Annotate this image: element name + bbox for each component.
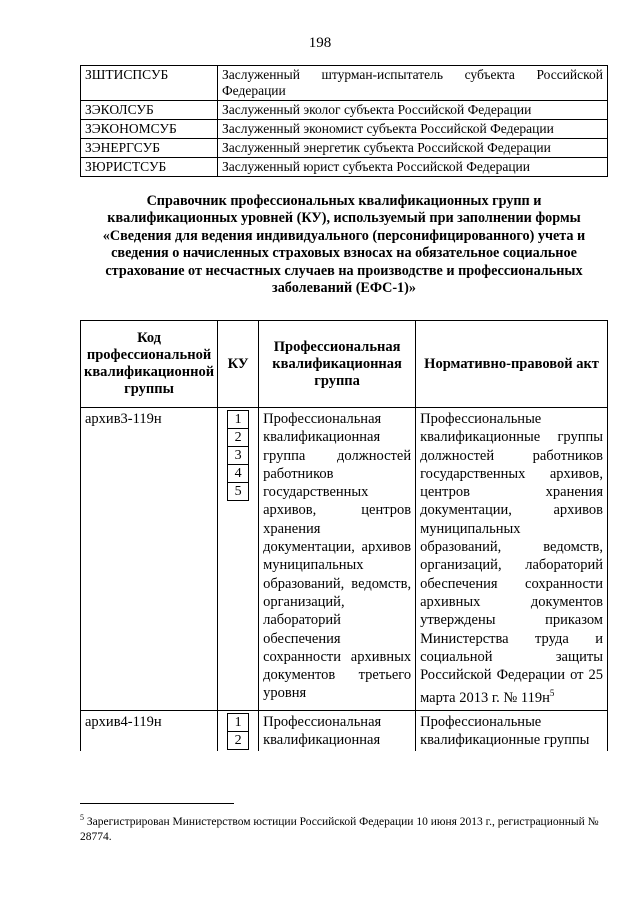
group-name: Профессиональная квалификационная группа должностей работников государственных архивов, центров хранения документации, архивов муниципальных образований, ведомств, организаций, лабораторий обеспечения сохранности архивных документов третьего уровня [259, 408, 416, 711]
ku-level: 1 [227, 713, 249, 732]
award-code: ЗЮРИСТСУБ [81, 158, 218, 177]
award-code: ЗЭНЕРГСУБ [81, 139, 218, 158]
footnote-text: Зарегистрирован Министерством юстиции Российской Федерации 10 июня 2013 г., регистрационный № 28774. [80, 815, 599, 843]
table-header-row [81, 321, 608, 408]
table-row [81, 66, 608, 101]
group-code: архив3-119н [81, 408, 218, 711]
award-title: Заслуженный энергетик субъекта Российской Федерации [218, 139, 608, 158]
ku-level: 3 [227, 447, 249, 465]
table-row [81, 158, 608, 177]
award-title: Заслуженный экономист субъекта Российской Федерации [218, 120, 608, 139]
award-title: Заслуженный эколог субъекта Российской Федерации [218, 101, 608, 120]
section-title: Справочник профессиональных квалификационных групп и квалификационных уровней (КУ), используемый при заполнении формы «Сведения для ведения индивидуального (персонифицированного) учета и сведения о начисленных страховых взносах на обязательное социальное страхование от несчастных случаев на производстве и профессиональных заболеваний (ЕФС-1)» [102, 193, 586, 297]
ku-level: 5 [227, 483, 249, 501]
header-group: Профессиональная квалификационная группа [259, 321, 416, 408]
qualification-groups-table [80, 320, 608, 751]
page-number: 198 [308, 35, 332, 51]
award-title: Заслуженный юрист субъекта Российской Федерации [218, 158, 608, 177]
header-code: Код профессиональной квалификационной группы [81, 321, 218, 408]
footnote-divider [80, 803, 234, 804]
legal-act-text: Профессиональные квалификационные группы должностей работников государственных архивов, центров хранения документации, архивов муниципальных образований, ведомств, организаций, лабораторий обеспечения сохранности архивных документов утверждены приказом Министерства труда и социальной защиты Российской Федерации от 25 марта 2013 г. № 119н [420, 411, 603, 707]
ku-level: 1 [227, 410, 249, 429]
ku-list [227, 410, 249, 501]
ku-level: 4 [227, 465, 249, 483]
table-row [81, 710, 608, 751]
ku-level: 2 [227, 732, 249, 750]
footnote-mark: 5 [549, 688, 555, 699]
ku-cell [218, 408, 259, 711]
ku-level: 2 [227, 429, 249, 447]
table-row [81, 101, 608, 120]
table-row [81, 408, 608, 711]
ku-cell [218, 710, 259, 751]
header-ku: КУ [218, 321, 259, 408]
award-title: Заслуженный штурман-испытатель субъекта Российской Федерации [218, 66, 608, 101]
footnote-number: 5 [80, 813, 84, 822]
footnote [80, 810, 608, 845]
header-act: Нормативно-правовой акт [416, 321, 608, 408]
group-name: Профессиональная квалификационная [259, 710, 416, 751]
award-code: ЗЭКОНОМСУБ [81, 120, 218, 139]
awards-code-table [80, 65, 608, 177]
award-code: ЗЭКОЛСУБ [81, 101, 218, 120]
table-row [81, 139, 608, 158]
legal-act [416, 408, 608, 711]
ku-list [227, 713, 249, 750]
legal-act: Профессиональные квалификационные группы [416, 710, 608, 751]
table-row [81, 120, 608, 139]
award-code: ЗШТИСПСУБ [81, 66, 218, 101]
group-code: архив4-119н [81, 710, 218, 751]
